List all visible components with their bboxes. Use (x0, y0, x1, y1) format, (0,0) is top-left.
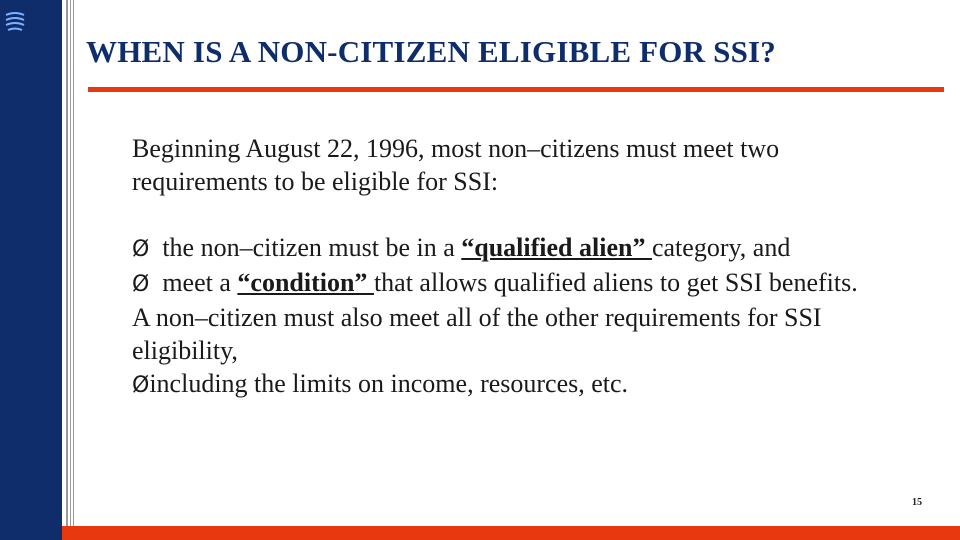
vertical-divider (70, 0, 71, 540)
slide-body (132, 132, 937, 402)
bullet-text: that allows qualified aliens to get SSI benefits. (373, 268, 858, 297)
title-underline-rule (88, 87, 944, 92)
slide-title: WHEN IS A NON-CITIZEN ELIGIBLE FOR SSI? (86, 34, 776, 69)
bullet-text: meet a (162, 268, 238, 297)
arrow-bullet-icon: Ø (132, 237, 150, 262)
arrow-bullet-icon: Ø (132, 272, 150, 297)
bullet-text: including the limits on income, resources, etc. (149, 369, 629, 398)
bullet-text: the non–citizen must be in a (162, 233, 462, 262)
arrow-bullet-icon: Ø (132, 373, 150, 398)
bullet-text: category, and (651, 233, 791, 262)
body-line: eligibility, (132, 336, 238, 365)
agency-seal-icon (2, 8, 28, 34)
intro-paragraph (132, 132, 937, 198)
bullet-item (132, 266, 937, 301)
vertical-divider (73, 0, 74, 540)
left-sidebar-bar (0, 0, 62, 540)
vertical-divider (66, 0, 68, 540)
bullet-item (132, 231, 937, 266)
body-line: A non–citizen must also meet all of the other requirements for SSI (132, 303, 822, 332)
requirements-list (132, 231, 937, 402)
bottom-accent-bar (62, 526, 960, 540)
page-number: 15 (912, 497, 922, 508)
intro-line: Beginning August 22, 1996, most non–citizens must meet two (132, 134, 780, 163)
bullet-item (132, 367, 937, 402)
intro-line: requirements to be eligible for SSI: (132, 167, 499, 196)
qualified-alien-term: “qualified alien” (461, 233, 652, 262)
condition-term: “condition” (237, 268, 374, 297)
